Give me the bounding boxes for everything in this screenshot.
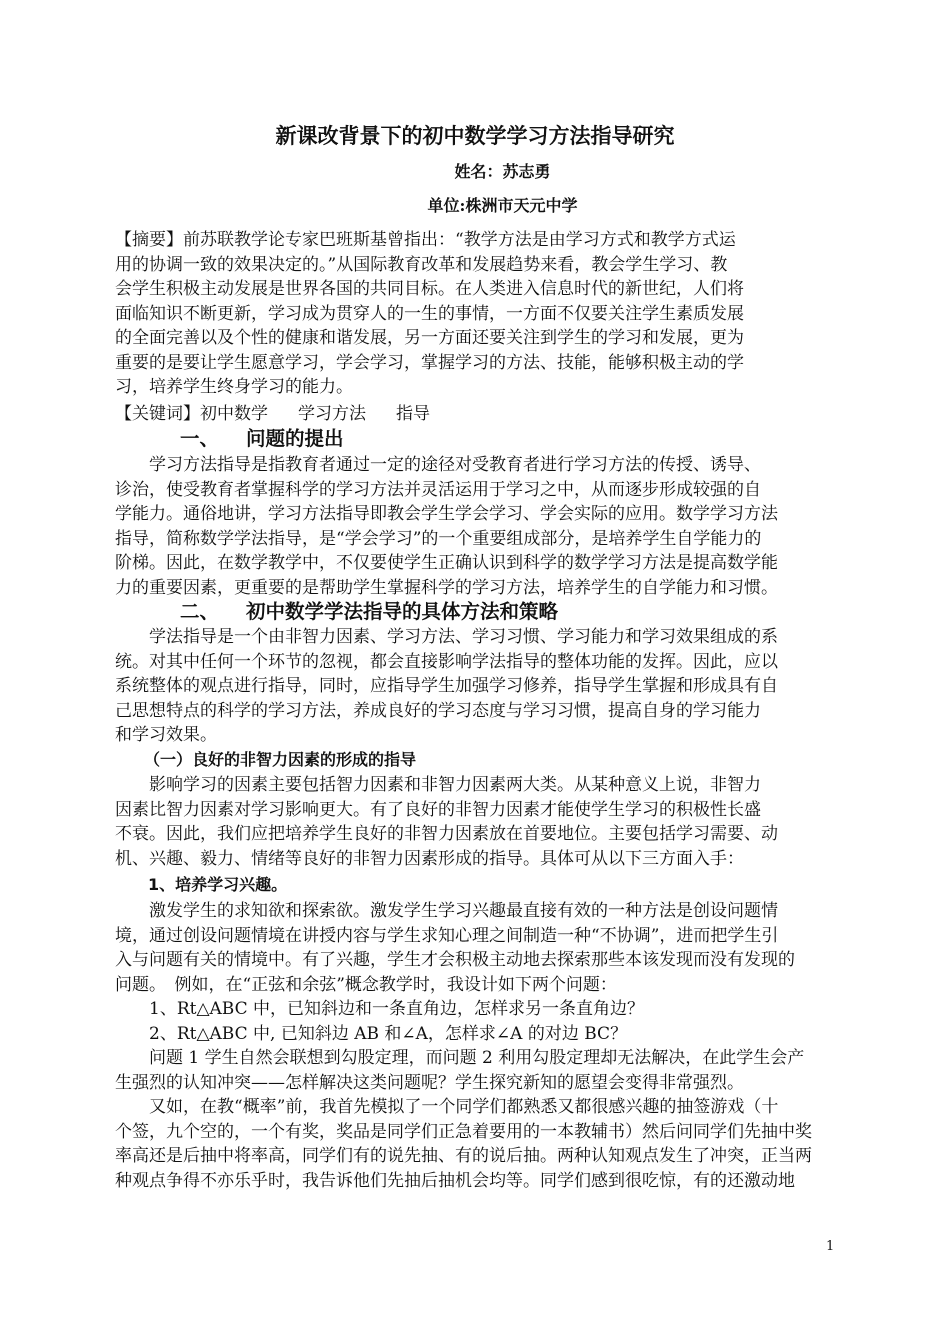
abstract-line: 会学生积极主动发展是世界各国的共同目标。在人类进入信息时代的新世纪，人们将 (115, 279, 744, 299)
abstract-line: 【摘要】前苏联教学论专家巴班斯基曾指出：“教学方法是由学习方式和教学方式运 (115, 230, 736, 250)
paragraph-line: 指导，简称数学学法指导，是“学会学习”的一个重要组成部分，是培养学生自学能力的 (115, 528, 762, 549)
paragraph-line: 诊治，使受教育者掌握科学的学习方法并灵活运用于学习之中，从而逐步形成较强的自 (115, 479, 761, 500)
subsection-heading-1-1: 1、培养学习兴趣。 (148, 875, 288, 894)
section-heading-1 (180, 425, 344, 453)
keywords-label: 【关键词】初中数学 (115, 404, 268, 424)
keywords-line (115, 402, 460, 426)
section2-paragraph (115, 625, 840, 748)
paragraph-line: 己思想特点的科学的学习方法，养成良好的学习态度与学习习惯，提高自身的学习能力 (115, 700, 761, 721)
section-title: 初中数学学法指导的具体方法和策略 (246, 600, 559, 623)
section-number: 二、 (180, 600, 220, 623)
paragraph-line: 统。对其中任何一个环节的忽视，都会直接影响学法指导的整体功能的发挥。因此，应以 (115, 651, 778, 672)
paragraph-line: 2、Rt△ABC 中, 已知斜边 AB 和∠A，怎样求∠A 的对边 BC？ (115, 1023, 628, 1044)
paragraph-line: 学习方法指导是指教育者通过一定的途径对受教育者进行学习方法的传授、诱导、 (115, 455, 761, 475)
abstract-line: 习，培养学生终身学习的能力。 (115, 377, 353, 397)
paragraph-line: 机、兴趣、毅力、情绪等良好的非智力因素形成的指导。具体可从以下三方面入手： (115, 848, 744, 869)
paragraph-line: 因素比智力因素对学习影响更大。有了良好的非智力因素才能使学生学习的积极性长盛 (115, 799, 761, 820)
unit-label: 单位:株洲市天元中学 (427, 196, 578, 215)
paragraph-line: 种观点争得不亦乐乎时，我告诉他们先抽后抽机会均等。同学们感到很吃惊，有的还激动地 (115, 1170, 795, 1191)
keyword-item: 指导 (396, 404, 430, 424)
subsection1-paragraph (115, 773, 840, 871)
section1-paragraph (115, 453, 840, 600)
document-title: 新课改背景下的初中数学学习方法指导研究 (275, 124, 675, 148)
section-title: 问题的提出 (246, 427, 344, 450)
paragraph-line: 系统整体的观点进行指导，同时，应指导学生加强学习修养，指导学生掌握和形成具有自 (115, 676, 778, 696)
paragraph-line: 学能力。通俗地讲，学习方法指导即教会学生学会学习、学会实际的应用。数学学习方法 (115, 504, 778, 524)
page-number: 1 (826, 1239, 835, 1254)
subsection-heading-1: （一）良好的非智力因素的形成的指导 (144, 750, 417, 769)
paragraph-line: 率高还是后抽中将率高，同学们有的说先抽、有的说后抽。两种认知观点发生了冲突，正当两 (115, 1146, 812, 1166)
paragraph-line: 和学习效果。 (115, 725, 217, 745)
paragraph-line: 1、Rt△ABC 中，已知斜边和一条直角边，怎样求另一条直角边？ (115, 999, 645, 1019)
author-label: 姓名：苏志勇 (454, 162, 551, 181)
paragraph-line: 境，通过创设问题情境在讲授内容与学生求知心理之间制造一种“不协调”，进而把学生引 (115, 925, 779, 946)
paragraph-line: 问题 1 学生自然会联想到勾股定理，而问题 2 利用勾股定理却无法解决，在此学生会产 (115, 1048, 805, 1068)
paragraph-line: 个签，九个空的，一个有奖，奖品是同学们正急着要用的一本教辅书）然后问同学们先抽中奖 (115, 1121, 812, 1142)
paragraph-line: 又如，在教“概率”前，我首先模拟了一个同学们都熟悉又都很感兴趣的抽签游戏（十 (115, 1097, 779, 1117)
section-number: 一、 (180, 427, 220, 450)
paragraph-line: 激发学生的求知欲和探索欲。激发学生学习兴趣最直接有效的一种方法是创设问题情 (115, 901, 778, 921)
paragraph-line: 问题。 例如，在“正弦和余弦”概念教学时，我设计如下两个问题： (115, 974, 617, 995)
paragraph-line: 力的重要因素，更重要的是帮助学生掌握科学的学习方法，培养学生的自学能力和习惯。 (115, 577, 778, 598)
abstract-line: 的全面完善以及个性的健康和谐发展，另一方面还要关注到学生的学习和发展，更为 (115, 328, 744, 348)
author-unit (0, 194, 950, 218)
abstract-paragraph (115, 228, 840, 400)
paragraph-line: 入与问题有关的情境中。有了兴趣，学生才会积极主动地去探索那些本该发现而没有发现的 (115, 950, 795, 970)
author-name (0, 160, 950, 184)
paragraph-line: 学法指导是一个由非智力因素、学习方法、学习习惯、学习能力和学习效果组成的系 (115, 627, 778, 647)
abstract-line: 重要的是要让学生愿意学习，学会学习，掌握学习的方法、技能，能够积极主动的学 (115, 352, 744, 373)
section-heading-2 (180, 598, 558, 626)
subsection1-1-paragraph (115, 899, 840, 1193)
paragraph-line: 阶梯。因此，在数学教学中，不仅要使学生正确认识到科学的数学学习方法是提高数学能 (115, 553, 778, 573)
abstract-line: 用的协调一致的效果决定的。”从国际教育改革和发展趋势来看，教会学生学习、教 (115, 254, 728, 275)
keyword-item: 学习方法 (298, 404, 366, 424)
paragraph-line: 生强烈的认知冲突——怎样解决这类问题呢？学生探究新知的愿望会变得非常强烈。 (115, 1072, 744, 1093)
abstract-line: 面临知识不断更新，学习成为贯穿人的一生的事情，一方面不仅要关注学生素质发展 (115, 303, 744, 324)
paragraph-line: 影响学习的因素主要包括智力因素和非智力因素两大类。从某种意义上说，非智力 (115, 775, 761, 795)
paragraph-line: 不衰。因此，我们应把培养学生良好的非智力因素放在首要地位。主要包括学习需要、动 (115, 824, 778, 844)
